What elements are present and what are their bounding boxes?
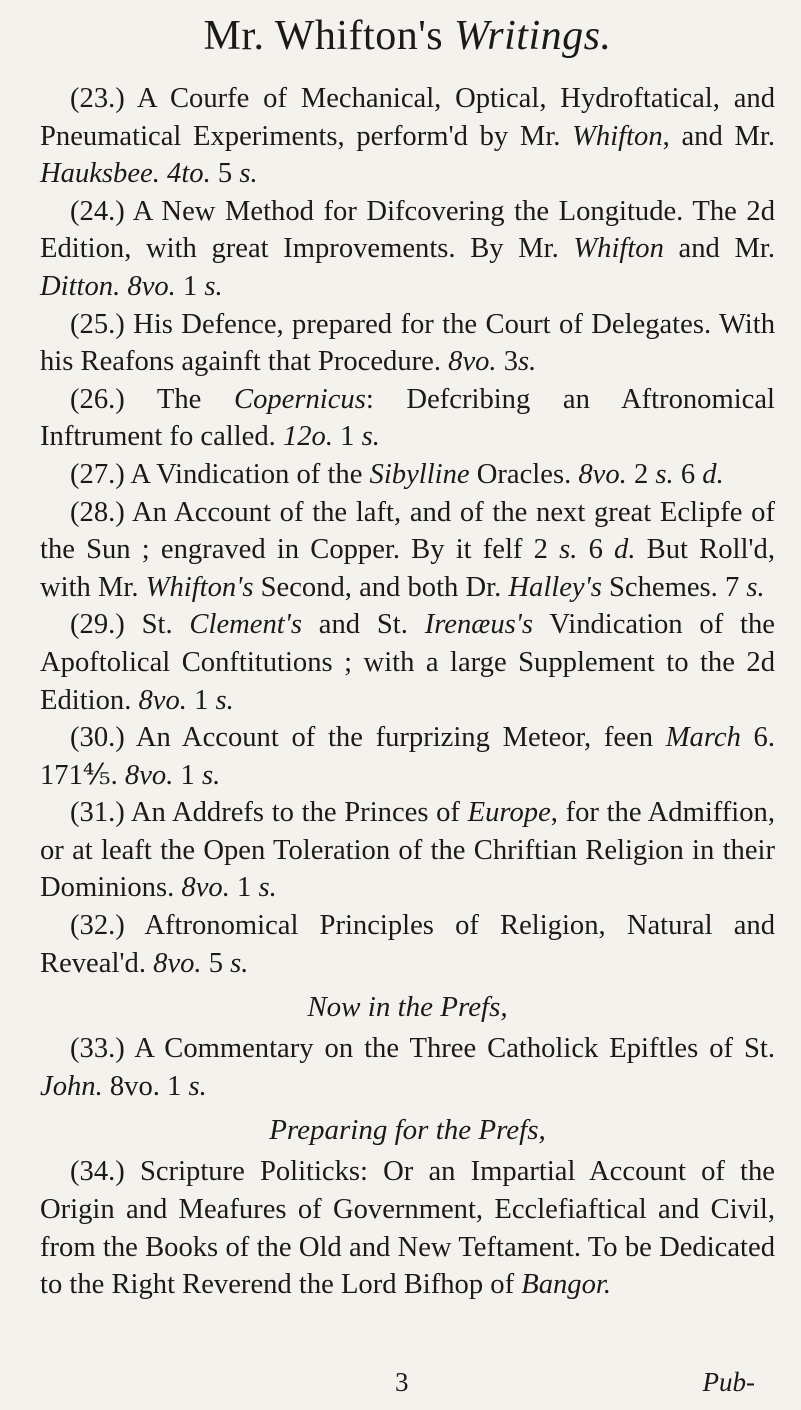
- entry-text-italic: s.: [559, 534, 578, 566]
- entry-text-italic: 8vo.: [124, 759, 174, 791]
- entry-text: An Account of the furprizing Meteor, feen: [124, 722, 666, 754]
- entry-text-italic: 12o.: [282, 421, 333, 453]
- entry-text-italic: 8vo.: [138, 684, 187, 716]
- entry-text-italic: s.: [230, 947, 249, 979]
- entry-text-italic: Sibylline: [369, 458, 470, 490]
- entry-text: But Roll'd, with Mr.: [40, 534, 775, 603]
- entry-text: A Courfe of Mechanical, Optical, Hydroftatical, and Pneumatical Experiments, perform'd by Mr.: [40, 83, 775, 152]
- entry-text-italic: s.: [188, 1070, 207, 1102]
- entry-text: His Defence, prepared for the Court of Delegates. With his Reafons againft that Procedure.: [40, 308, 775, 378]
- entry-text: and St.: [301, 609, 425, 641]
- entry-text: [160, 158, 167, 189]
- catalogue-entry: [40, 193, 775, 306]
- subhead-in-press: Now in the Prefs,: [307, 991, 508, 1024]
- entry-text: A New Method for Difcovering the Longitude. The 2d Edition, with great Improvements. By Mr.: [40, 195, 775, 265]
- entry-text: 5: [210, 158, 240, 190]
- entry-text: An Account of the laft, and of the next great Eclipfe of the Sun ; engraved in Copper. By it felf 2: [40, 496, 775, 566]
- catalogue-entry: [40, 306, 775, 381]
- entry-text-italic: s.: [239, 158, 258, 190]
- entry-text-italic: s.: [518, 346, 537, 378]
- entry-text-italic: Whifton: [572, 120, 663, 152]
- entry-number: (29.): [70, 609, 125, 641]
- entry-text: Scripture Politicks: Or an Impartial Account of the Origin and Meafures of Government, Ecclefiaftical and Civil, from the Books of the Old and New Teftament. To be Dedicated to the Right Reverend the Lord Bifhop of: [40, 1156, 775, 1301]
- entry-text-italic: March: [665, 722, 741, 754]
- catalogue-entry: [40, 719, 775, 794]
- page-footer: [40, 1362, 775, 1402]
- entry-text-italic: Irenæus's: [424, 609, 534, 641]
- running-head-prefix: Mr. Whifton's: [203, 13, 444, 59]
- entry-number: (27.): [70, 458, 125, 490]
- entry-text-italic: Whifton: [573, 233, 664, 265]
- entry-text-italic: John.: [40, 1070, 103, 1102]
- entry-text-italic: d.: [702, 458, 724, 490]
- entry-number: (23.): [70, 83, 125, 114]
- entry-text-italic: Hauksbee.: [40, 158, 160, 190]
- subhead-preparing: Preparing for the Prefs,: [269, 1114, 546, 1147]
- entry-text-italic: Europe: [467, 797, 551, 829]
- entry-text: Second, and both Dr.: [253, 571, 509, 603]
- entry-group-published: [40, 80, 775, 982]
- book-page: [40, 0, 775, 1410]
- entry-number: (34.): [70, 1156, 125, 1188]
- entry-text-italic: s.: [361, 421, 380, 453]
- entry-text: 1: [175, 270, 205, 302]
- catchword: Pub-: [702, 1367, 755, 1397]
- catalogue-entry: [40, 907, 775, 982]
- entry-text: A Commentary on the Three Catholick Epiftles of St.: [124, 1033, 775, 1065]
- entry-text: 5: [201, 947, 231, 979]
- entry-text: : Defcribing an Aftronomical Inftrument fo called.: [40, 383, 775, 453]
- entry-text-italic: s.: [655, 458, 674, 490]
- catalogue-entry: [40, 606, 775, 719]
- entry-text-italic: 8vo.: [153, 947, 202, 979]
- publication-list: [40, 80, 775, 1304]
- entry-text: St.: [124, 609, 190, 641]
- entry-text-italic: 8vo.: [181, 872, 230, 904]
- catalogue-entry: [40, 794, 775, 907]
- entry-group-preparing: [40, 1153, 775, 1303]
- entry-text: Vindication of the Apoftolical Conftitutions ; with a large Supplement to the 2d Edition.: [40, 609, 775, 716]
- catalogue-entry: [40, 456, 775, 494]
- entry-text: 6: [577, 534, 615, 566]
- entry-text-italic: s.: [215, 684, 234, 716]
- running-head: [40, 0, 775, 72]
- catalogue-entry: [40, 381, 775, 456]
- entry-text: The: [124, 383, 234, 415]
- entry-text: 2: [626, 458, 656, 490]
- entry-text: 6: [673, 458, 703, 490]
- catalogue-entry: [40, 1030, 775, 1105]
- entry-text: 8vo. 1: [102, 1070, 189, 1102]
- entry-text-italic: Copernicus: [234, 383, 366, 415]
- entry-number: (33.): [70, 1033, 125, 1065]
- entry-text-italic: 8vo.: [127, 270, 176, 302]
- entry-text: 1: [333, 421, 362, 453]
- entry-text-italic: Whifton's: [145, 571, 254, 603]
- entry-group-in-press: [40, 1030, 775, 1105]
- entry-number: (28.): [70, 496, 125, 528]
- entry-number: (32.): [70, 910, 125, 942]
- entry-text: , and Mr.: [662, 120, 775, 152]
- entry-text: 6. 171⅘.: [40, 722, 775, 791]
- entry-number: (24.): [70, 195, 125, 227]
- entry-text: A Vindication of the: [124, 458, 370, 490]
- entry-text: and Mr.: [663, 233, 775, 265]
- entry-text-italic: Bangor.: [521, 1269, 612, 1301]
- entry-text-italic: s.: [746, 571, 765, 603]
- entry-text-italic: s.: [201, 759, 221, 791]
- entry-text-italic: d.: [614, 534, 636, 566]
- entry-number: (30.): [70, 722, 125, 754]
- entry-text-italic: 8vo.: [448, 346, 497, 378]
- running-head-italic: Writings.: [454, 13, 612, 59]
- entry-text: Oracles.: [469, 458, 579, 490]
- entry-text: 3: [496, 346, 519, 378]
- entry-text: , for the Admiffion, or at leaft the Open Toleration of the Chriftian Religion in their Dominions.: [40, 797, 775, 904]
- catalogue-entry: [40, 494, 775, 607]
- entry-text-italic: Halley's: [508, 571, 602, 603]
- entry-number: (31.): [70, 797, 125, 829]
- entry-text-italic: s.: [204, 270, 223, 302]
- entry-text-italic: Ditton.: [40, 270, 121, 302]
- entry-text: 1: [173, 759, 202, 791]
- entry-text: 1: [229, 872, 259, 904]
- entry-text: Schemes. 7: [601, 571, 747, 603]
- signature-mark: 3: [395, 1367, 409, 1397]
- catalogue-entry: [40, 80, 775, 193]
- entry-text: An Addrefs to the Princes of: [124, 797, 468, 829]
- entry-number: (26.): [70, 383, 125, 415]
- entry-text-italic: 8vo.: [578, 458, 627, 490]
- entry-text-italic: s.: [258, 872, 277, 904]
- catalogue-entry: [40, 1153, 775, 1303]
- entry-text-italic: 4to.: [167, 158, 211, 190]
- entry-text-italic: Clement's: [189, 609, 302, 641]
- entry-number: (25.): [70, 308, 125, 340]
- entry-text: 1: [186, 684, 216, 716]
- entry-text: Aftronomical Principles of Religion, Natural and Reveal'd.: [40, 910, 775, 979]
